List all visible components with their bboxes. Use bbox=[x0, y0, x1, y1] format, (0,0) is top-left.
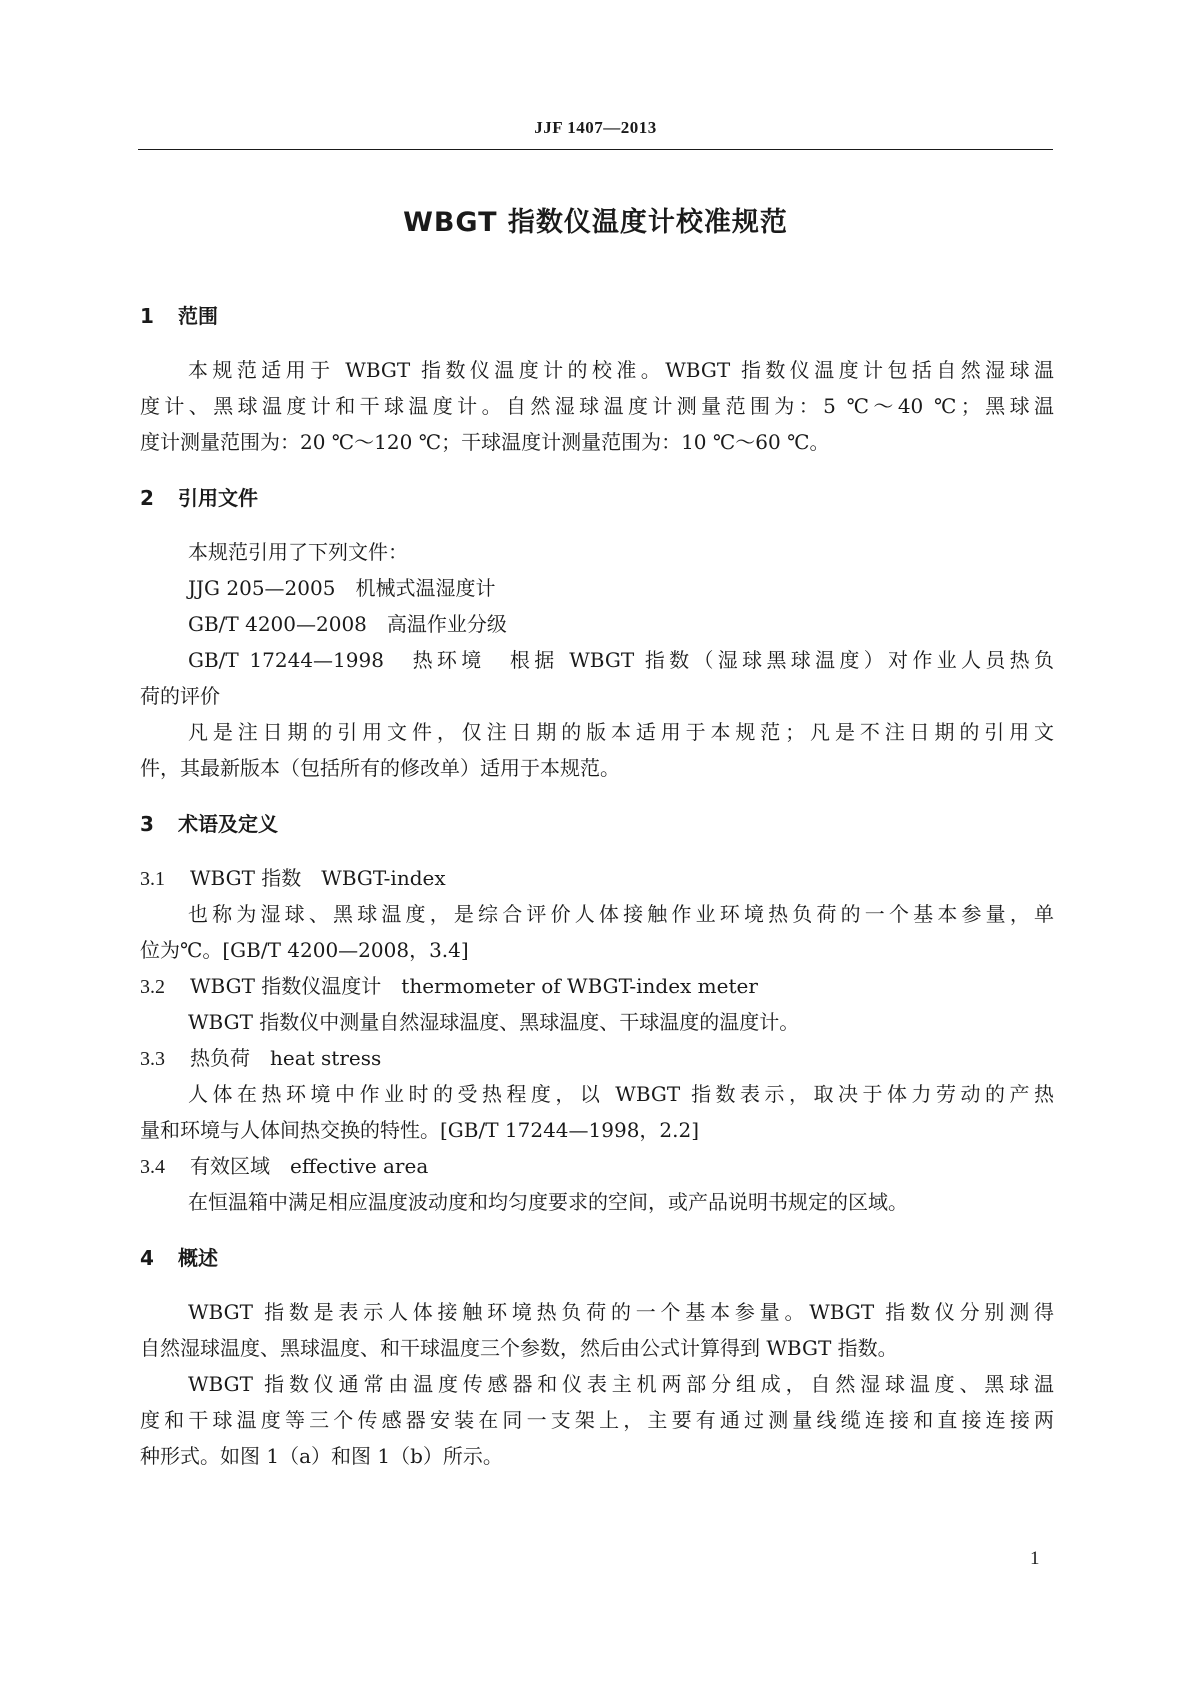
document-title: WBGT 指数仪温度计校准规范 bbox=[403, 207, 788, 238]
document-code: JJF 1407—2013 bbox=[534, 118, 657, 137]
term-heading: 热负荷 heat stress bbox=[190, 1046, 382, 1070]
section-2-heading bbox=[140, 482, 258, 511]
reference-item: GB/T 17244—1998 热环境 根据 WBGT 指数（湿球黑球温度）对作业人员热负 bbox=[188, 648, 1054, 672]
term-number: 3.3 bbox=[140, 1048, 165, 1070]
definition-line: 也称为湿球、黑球温度，是综合评价人体接触作业环境热负荷的一个基本参量，单 bbox=[188, 902, 1054, 926]
section-title: 范围 bbox=[178, 304, 218, 328]
paragraph-line: 度计、黑球温度计和干球温度计。自然湿球温度计测量范围为：5 ℃～40 ℃；黑球温 bbox=[140, 394, 1054, 418]
definition-line: 人体在热环境中作业时的受热程度，以 WBGT 指数表示，取决于体力劳动的产热 bbox=[188, 1082, 1054, 1106]
term-heading: 有效区域 effective area bbox=[190, 1154, 429, 1178]
section-1-heading bbox=[140, 300, 218, 329]
term-3-4 bbox=[140, 1150, 428, 1179]
paragraph-line: 凡是注日期的引用文件，仅注日期的版本适用于本规范；凡是不注日期的引用文 bbox=[188, 720, 1054, 744]
term-number: 3.1 bbox=[140, 868, 165, 890]
term-3-1 bbox=[140, 862, 446, 891]
section-title: 概述 bbox=[178, 1246, 218, 1270]
section-3-heading bbox=[140, 808, 278, 837]
term-3-2 bbox=[140, 970, 758, 999]
paragraph-line: 度和干球温度等三个传感器安装在同一支架上，主要有通过测量线缆连接和直接连接两 bbox=[140, 1408, 1054, 1432]
page-number: 1 bbox=[1030, 1548, 1040, 1569]
term-number: 3.2 bbox=[140, 976, 165, 998]
term-heading: WBGT 指数仪温度计 thermometer of WBGT-index meter bbox=[190, 974, 758, 998]
term-heading: WBGT 指数 WBGT-index bbox=[190, 866, 446, 890]
section-number: 2 bbox=[140, 486, 154, 510]
reference-item: GB/T 4200—2008 高温作业分级 bbox=[188, 612, 507, 636]
paragraph-line: 自然湿球温度、黑球温度、和干球温度三个参数，然后由公式计算得到 WBGT 指数。 bbox=[140, 1336, 898, 1360]
definition-line: WBGT 指数仪中测量自然湿球温度、黑球温度、干球温度的温度计。 bbox=[188, 1010, 800, 1034]
term-number: 3.4 bbox=[140, 1156, 165, 1178]
definition-line: 在恒温箱中满足相应温度波动度和均匀度要求的空间，或产品说明书规定的区域。 bbox=[188, 1190, 908, 1214]
paragraph-line: 本规范适用于 WBGT 指数仪温度计的校准。WBGT 指数仪温度计包括自然湿球温 bbox=[188, 358, 1054, 382]
paragraph-line: 种形式。如图 1（a）和图 1（b）所示。 bbox=[140, 1444, 503, 1468]
section-number: 3 bbox=[140, 812, 154, 836]
header-divider bbox=[138, 149, 1053, 150]
reference-item: 荷的评价 bbox=[140, 684, 220, 708]
section-title: 引用文件 bbox=[178, 486, 258, 510]
section-title: 术语及定义 bbox=[178, 812, 278, 836]
paragraph-line: WBGT 指数仪通常由温度传感器和仪表主机两部分组成，自然湿球温度、黑球温 bbox=[188, 1372, 1054, 1396]
paragraph-line: 件，其最新版本（包括所有的修改单）适用于本规范。 bbox=[140, 756, 620, 780]
definition-line: 位为℃。[GB/T 4200—2008，3.4] bbox=[140, 938, 469, 962]
definition-line: 量和环境与人体间热交换的特性。[GB/T 17244—1998，2.2] bbox=[140, 1118, 700, 1142]
paragraph-line: 度计测量范围为：20 ℃～120 ℃；干球温度计测量范围为：10 ℃～60 ℃。 bbox=[140, 430, 830, 454]
paragraph-line: WBGT 指数是表示人体接触环境热负荷的一个基本参量。WBGT 指数仪分别测得 bbox=[188, 1300, 1054, 1324]
paragraph-line: 本规范引用了下列文件： bbox=[188, 540, 408, 564]
section-number: 4 bbox=[140, 1246, 154, 1270]
section-4-heading bbox=[140, 1242, 218, 1271]
reference-item: JJG 205—2005 机械式温湿度计 bbox=[188, 576, 496, 600]
section-number: 1 bbox=[140, 304, 154, 328]
term-3-3 bbox=[140, 1042, 381, 1071]
